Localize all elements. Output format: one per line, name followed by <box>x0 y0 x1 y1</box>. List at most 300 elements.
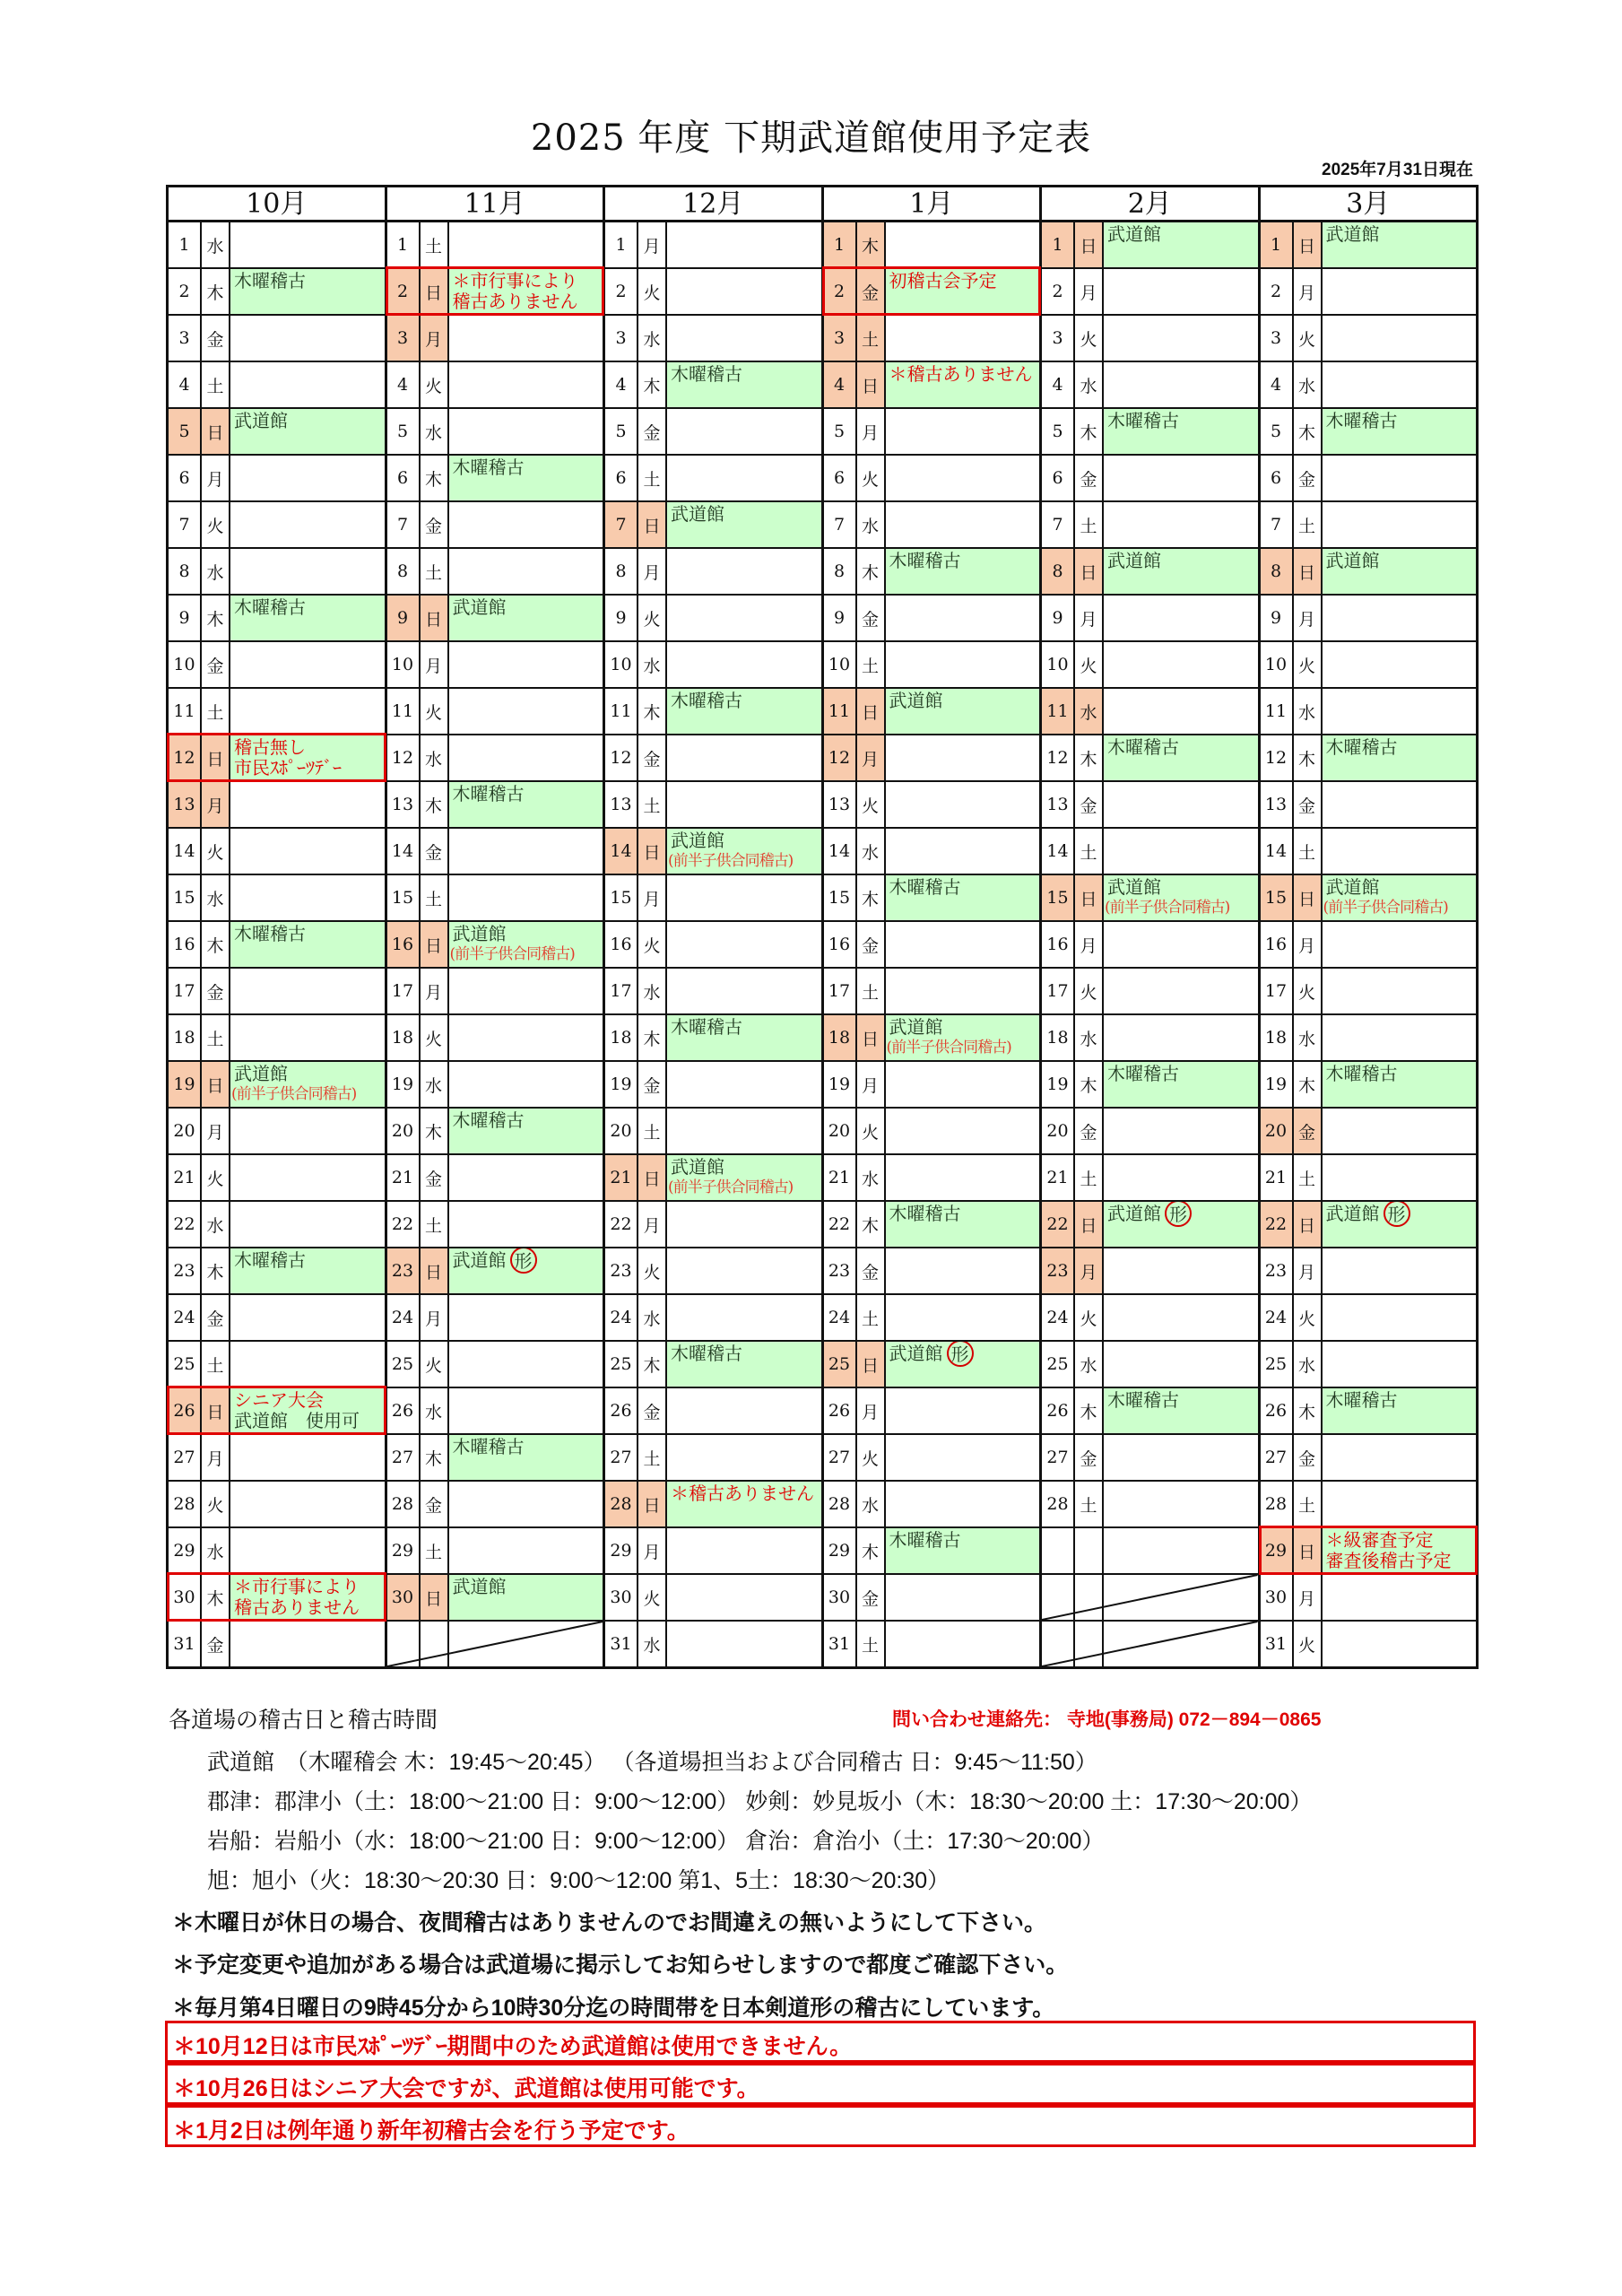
event-label: 武道館 <box>452 1249 507 1271</box>
event-cell <box>449 1482 603 1526</box>
day-number <box>1042 1575 1075 1620</box>
day-row <box>387 1248 603 1295</box>
event-cell <box>1104 1062 1258 1107</box>
day-number: 11 <box>387 689 421 734</box>
day-row <box>824 409 1040 456</box>
day-number: 4 <box>169 362 202 407</box>
event-cell <box>886 549 1040 594</box>
day-row <box>1261 875 1477 922</box>
weekday: 土 <box>638 782 667 827</box>
event-cell <box>449 1528 603 1573</box>
day-number: 16 <box>1261 922 1294 967</box>
day-number: 27 <box>605 1435 638 1480</box>
day-row <box>387 1622 603 1666</box>
event-cell <box>449 735 603 780</box>
event-cell <box>449 1062 603 1107</box>
event-cell <box>1104 829 1258 874</box>
event-cell <box>1104 362 1258 407</box>
event-cell <box>449 642 603 687</box>
weekday: 土 <box>857 1622 886 1666</box>
weekday: 金 <box>202 1295 230 1340</box>
day-number: 5 <box>169 409 202 454</box>
day-number: 29 <box>1261 1528 1294 1573</box>
day-number: 22 <box>1261 1202 1294 1247</box>
event-cell <box>1104 1202 1258 1247</box>
event-cell <box>230 596 385 640</box>
day-number: 14 <box>824 829 857 874</box>
day-row <box>1261 1062 1477 1109</box>
day-number: 16 <box>824 922 857 967</box>
weekday: 水 <box>857 502 886 547</box>
day-row <box>1261 409 1477 456</box>
event-cell <box>449 1295 603 1340</box>
alert-box: ＊1月2日は例年通り新年初稽古会を行う予定です。 <box>165 2105 1476 2147</box>
day-row <box>824 1295 1040 1342</box>
event-cell <box>1323 829 1477 874</box>
event-cell <box>1323 596 1477 640</box>
day-number: 10 <box>1261 642 1294 687</box>
schedule-line: 旭：旭小（火：18:30～20:30 日：9:00～12:00 第1、5土：18:30～20:30） <box>207 1868 950 1893</box>
day-number: 26 <box>824 1388 857 1433</box>
event-cell <box>886 969 1040 1013</box>
weekday: 土 <box>202 1342 230 1387</box>
page-title: 2025 年度 下期武道館使用予定表 <box>530 117 1092 159</box>
weekday: 土 <box>421 549 449 594</box>
weekday: 火 <box>421 1342 449 1387</box>
weekday: 金 <box>202 316 230 361</box>
weekday: 火 <box>638 596 667 640</box>
event-text <box>1105 898 1258 918</box>
day-number: 21 <box>1261 1155 1294 1200</box>
day-row <box>169 222 385 269</box>
event-label: 木曜稽古 <box>889 550 961 571</box>
day-row <box>605 456 821 502</box>
day-number: 27 <box>169 1435 202 1480</box>
event-text <box>231 1084 385 1105</box>
event-cell <box>1104 316 1258 361</box>
event-cell <box>1323 689 1477 734</box>
event-cell <box>1104 1435 1258 1480</box>
day-row <box>169 1295 385 1342</box>
day-row <box>1261 1015 1477 1062</box>
event-cell <box>886 316 1040 361</box>
weekday: 水 <box>421 1062 449 1107</box>
event-cell <box>886 782 1040 827</box>
event-text <box>671 1157 821 1178</box>
event-cell <box>230 222 385 267</box>
event-cell <box>1323 1015 1477 1060</box>
weekday: 金 <box>638 409 667 454</box>
day-row <box>605 642 821 689</box>
weekday: 月 <box>857 1388 886 1433</box>
weekday: 水 <box>638 316 667 361</box>
day-number: 11 <box>169 689 202 734</box>
event-text <box>1326 1530 1477 1551</box>
event-label: 木曜稽古 <box>671 690 742 711</box>
event-text <box>453 597 603 618</box>
weekday: 火 <box>638 269 667 314</box>
day-number: 4 <box>387 362 421 407</box>
event-cell <box>886 829 1040 874</box>
event-cell <box>1104 1015 1258 1060</box>
day-row <box>605 735 821 782</box>
event-cell <box>886 1109 1040 1153</box>
event-text <box>234 1064 385 1084</box>
day-row <box>605 1482 821 1528</box>
weekday: 日 <box>638 502 667 547</box>
weekday: 日 <box>1075 1202 1104 1247</box>
day-row <box>605 1622 821 1666</box>
day-row <box>824 1155 1040 1202</box>
weekday: 日 <box>202 409 230 454</box>
event-label: 木曜稽古 <box>234 1249 306 1271</box>
weekday: 水 <box>857 829 886 874</box>
event-text <box>234 411 385 431</box>
weekday: 金 <box>857 596 886 640</box>
day-number: 20 <box>1042 1109 1075 1153</box>
weekday: 水 <box>638 642 667 687</box>
event-cell <box>1323 875 1477 920</box>
event-cell <box>1104 222 1258 267</box>
weekday: 火 <box>1294 316 1323 361</box>
day-number: 4 <box>1042 362 1075 407</box>
event-label: 木曜稽古 <box>1325 410 1398 431</box>
event-label: 武道館 <box>1107 1203 1161 1224</box>
event-cell <box>230 1015 385 1060</box>
day-number: 20 <box>605 1109 638 1153</box>
event-cell <box>1323 1248 1477 1293</box>
event-cell <box>230 1622 385 1666</box>
weekday: 日 <box>857 1015 886 1060</box>
event-cell <box>667 316 821 361</box>
event-cell <box>667 829 821 874</box>
event-text <box>234 758 385 778</box>
day-number: 13 <box>605 782 638 827</box>
day-number: 8 <box>169 549 202 594</box>
weekday: 月 <box>1294 596 1323 640</box>
weekday: 木 <box>1294 735 1323 780</box>
weekday: 土 <box>202 362 230 407</box>
day-row <box>387 875 603 922</box>
day-row <box>169 316 385 362</box>
month-header: 3月 <box>1261 187 1477 222</box>
day-row <box>1042 875 1258 922</box>
event-text <box>889 1017 1040 1038</box>
event-cell <box>886 1342 1040 1387</box>
event-label: ＊稽古ありません <box>671 1483 814 1504</box>
event-cell <box>1104 1295 1258 1340</box>
event-label: 木曜稽古 <box>234 923 306 944</box>
event-label: 稽古ありません <box>452 291 578 312</box>
event-cell <box>667 269 821 314</box>
event-label: 木曜稽古 <box>1325 1063 1398 1084</box>
day-number: 17 <box>1261 969 1294 1013</box>
day-row <box>824 1062 1040 1109</box>
month-header: 12月 <box>605 187 821 222</box>
day-row <box>387 829 603 875</box>
day-number: 16 <box>605 922 638 967</box>
day-number: 24 <box>387 1295 421 1340</box>
weekday: 日 <box>202 1062 230 1107</box>
day-row <box>387 1155 603 1202</box>
event-cell <box>230 1155 385 1200</box>
day-number: 20 <box>169 1109 202 1153</box>
event-cell <box>1323 269 1477 314</box>
day-row <box>1042 362 1258 409</box>
event-cell <box>230 549 385 594</box>
as-of-date: 2025年7月31日現在 <box>1322 161 1473 179</box>
event-label: 武道館 <box>889 690 943 711</box>
day-row <box>824 829 1040 875</box>
day-row <box>1261 1482 1477 1528</box>
weekday: 木 <box>1075 735 1104 780</box>
day-row <box>605 316 821 362</box>
weekday: 日 <box>1294 1202 1323 1247</box>
day-number: 10 <box>1042 642 1075 687</box>
weekday <box>1075 1575 1104 1620</box>
event-label: (前半子供合同稽古) <box>449 945 575 963</box>
weekday: 水 <box>1294 362 1323 407</box>
day-number: 31 <box>605 1622 638 1666</box>
event-text <box>668 1178 821 1198</box>
weekday: 日 <box>421 1575 449 1620</box>
schedule-line: 郡津：郡津小（土：18:00～21:00 日：9:00～12:00） 妙剣：妙見坂小（木：18:30～20:00 土：17:30～20:00） <box>207 1789 1313 1814</box>
day-row <box>824 1622 1040 1666</box>
day-row <box>1261 1295 1477 1342</box>
day-row <box>1042 1109 1258 1155</box>
day-row <box>605 875 821 922</box>
event-text <box>450 944 603 965</box>
day-row <box>605 409 821 456</box>
day-row <box>1042 316 1258 362</box>
day-row <box>1261 1388 1477 1435</box>
event-text <box>671 1344 821 1364</box>
day-row <box>824 735 1040 782</box>
event-text <box>1326 1204 1477 1227</box>
day-number: 11 <box>824 689 857 734</box>
weekday: 金 <box>857 1575 886 1620</box>
weekday: 土 <box>857 969 886 1013</box>
weekday: 土 <box>1075 1155 1104 1200</box>
weekday: 木 <box>202 269 230 314</box>
day-row <box>1261 1342 1477 1388</box>
weekday: 金 <box>857 922 886 967</box>
event-label: 武道館 <box>452 596 507 618</box>
event-cell <box>1104 689 1258 734</box>
event-cell <box>230 922 385 967</box>
day-row <box>1042 1155 1258 1202</box>
day-number: 26 <box>169 1388 202 1433</box>
note-line: ＊予定変更や追加がある場合は武道場に掲示してお知らせしますので都度ご確認下さい。 <box>172 1952 1069 1978</box>
weekday: 月 <box>857 735 886 780</box>
day-row <box>1042 596 1258 642</box>
weekday: 火 <box>1294 642 1323 687</box>
event-cell <box>667 642 821 687</box>
event-text <box>889 1530 1040 1551</box>
day-number: 5 <box>824 409 857 454</box>
day-row <box>824 1015 1040 1062</box>
day-number: 26 <box>1042 1388 1075 1433</box>
weekday: 土 <box>1075 829 1104 874</box>
day-row <box>169 1622 385 1666</box>
event-label: 武道館 <box>1107 223 1161 245</box>
day-number: 1 <box>169 222 202 267</box>
day-row <box>605 1575 821 1622</box>
event-text <box>1326 877 1477 898</box>
event-cell <box>667 1342 821 1387</box>
day-row <box>605 1248 821 1295</box>
event-text <box>889 691 1040 711</box>
weekday: 火 <box>857 782 886 827</box>
month-header: 2月 <box>1042 187 1258 222</box>
event-cell <box>449 922 603 967</box>
event-label: 武道館 <box>671 830 724 851</box>
event-label: 木曜稽古 <box>1325 736 1398 758</box>
day-number: 6 <box>1261 456 1294 500</box>
month-header: 10月 <box>169 187 385 222</box>
day-number: 13 <box>169 782 202 827</box>
event-cell <box>1104 1575 1258 1620</box>
event-text <box>234 1597 385 1618</box>
event-cell <box>886 1575 1040 1620</box>
event-cell <box>230 1342 385 1387</box>
event-text <box>453 271 603 291</box>
weekday: 水 <box>1075 689 1104 734</box>
day-row <box>1261 1248 1477 1295</box>
event-cell <box>230 1575 385 1620</box>
day-row <box>824 1388 1040 1435</box>
event-cell <box>886 1062 1040 1107</box>
day-number: 23 <box>1042 1248 1075 1293</box>
event-cell <box>886 1015 1040 1060</box>
day-row <box>605 596 821 642</box>
event-cell <box>230 1109 385 1153</box>
event-label: 木曜稽古 <box>671 1343 742 1364</box>
event-cell <box>886 596 1040 640</box>
event-label: 武道館 使用可 <box>234 1410 360 1431</box>
event-cell <box>667 1248 821 1293</box>
event-text <box>234 597 385 618</box>
day-row <box>824 1342 1040 1388</box>
event-label: 武道館 <box>1325 876 1380 898</box>
event-text <box>668 851 821 872</box>
day-number: 2 <box>824 269 857 314</box>
day-row <box>169 1109 385 1155</box>
event-cell <box>1104 642 1258 687</box>
weekday: 火 <box>202 1155 230 1200</box>
event-label: シニア大会 <box>234 1389 324 1411</box>
day-row <box>1042 456 1258 502</box>
event-cell <box>1323 1202 1477 1247</box>
weekday: 水 <box>1294 689 1323 734</box>
event-cell <box>449 1575 603 1620</box>
day-number: 12 <box>1042 735 1075 780</box>
day-row <box>387 1528 603 1575</box>
event-cell <box>667 596 821 640</box>
weekday: 水 <box>202 1528 230 1573</box>
day-number: 24 <box>1261 1295 1294 1340</box>
event-cell <box>667 735 821 780</box>
event-label: 武道館 <box>889 1016 943 1038</box>
weekday: 木 <box>638 689 667 734</box>
day-number: 14 <box>1261 829 1294 874</box>
day-row <box>824 456 1040 502</box>
day-row <box>824 1248 1040 1295</box>
day-number: 29 <box>387 1528 421 1573</box>
contact-info: 問い合わせ連絡先： 寺地(事務局) 072－894－0865 <box>892 1709 1322 1730</box>
day-row <box>1042 1482 1258 1528</box>
weekday: 金 <box>638 735 667 780</box>
event-label: 武道館 <box>1325 223 1380 245</box>
event-text <box>453 924 603 944</box>
day-number: 21 <box>1042 1155 1075 1200</box>
weekday: 火 <box>1075 969 1104 1013</box>
day-number: 6 <box>169 456 202 500</box>
weekday: 水 <box>421 409 449 454</box>
weekday: 土 <box>638 1109 667 1153</box>
event-text <box>1107 877 1258 898</box>
day-number: 4 <box>605 362 638 407</box>
weekday: 土 <box>857 316 886 361</box>
day-row <box>605 1109 821 1155</box>
event-cell <box>886 922 1040 967</box>
event-label: 木曜稽古 <box>1325 1389 1398 1411</box>
day-number: 3 <box>169 316 202 361</box>
day-number: 12 <box>387 735 421 780</box>
weekday: 金 <box>421 502 449 547</box>
day-number: 21 <box>169 1155 202 1200</box>
day-number: 12 <box>1261 735 1294 780</box>
event-cell <box>886 502 1040 547</box>
day-row <box>605 222 821 269</box>
weekday: 水 <box>638 1622 667 1666</box>
day-number: 28 <box>1261 1482 1294 1526</box>
event-label: 武道館 <box>1107 876 1161 898</box>
day-row <box>1042 782 1258 829</box>
day-row <box>1042 689 1258 735</box>
event-cell <box>667 922 821 967</box>
event-text <box>671 1017 821 1038</box>
day-number: 25 <box>824 1342 857 1387</box>
weekday: 月 <box>1294 269 1323 314</box>
event-text <box>1323 898 1477 918</box>
event-cell <box>230 1202 385 1247</box>
weekday: 日 <box>421 1248 449 1293</box>
day-row <box>169 1528 385 1575</box>
event-cell <box>230 1528 385 1573</box>
weekday: 水 <box>202 1202 230 1247</box>
day-row <box>1042 1015 1258 1062</box>
day-number: 17 <box>387 969 421 1013</box>
weekday: 金 <box>638 1062 667 1107</box>
day-number: 7 <box>605 502 638 547</box>
event-cell <box>230 689 385 734</box>
day-number: 18 <box>1261 1015 1294 1060</box>
event-text <box>671 1483 821 1504</box>
day-row <box>387 1388 603 1435</box>
day-number: 24 <box>169 1295 202 1340</box>
weekday: 土 <box>638 1435 667 1480</box>
day-number: 29 <box>824 1528 857 1573</box>
weekday: 月 <box>1294 922 1323 967</box>
day-number: 31 <box>824 1622 857 1666</box>
day-row <box>387 1015 603 1062</box>
day-row <box>605 1388 821 1435</box>
day-row <box>1042 1622 1258 1666</box>
weekday: 金 <box>857 269 886 314</box>
event-cell <box>449 689 603 734</box>
event-cell <box>667 1575 821 1620</box>
